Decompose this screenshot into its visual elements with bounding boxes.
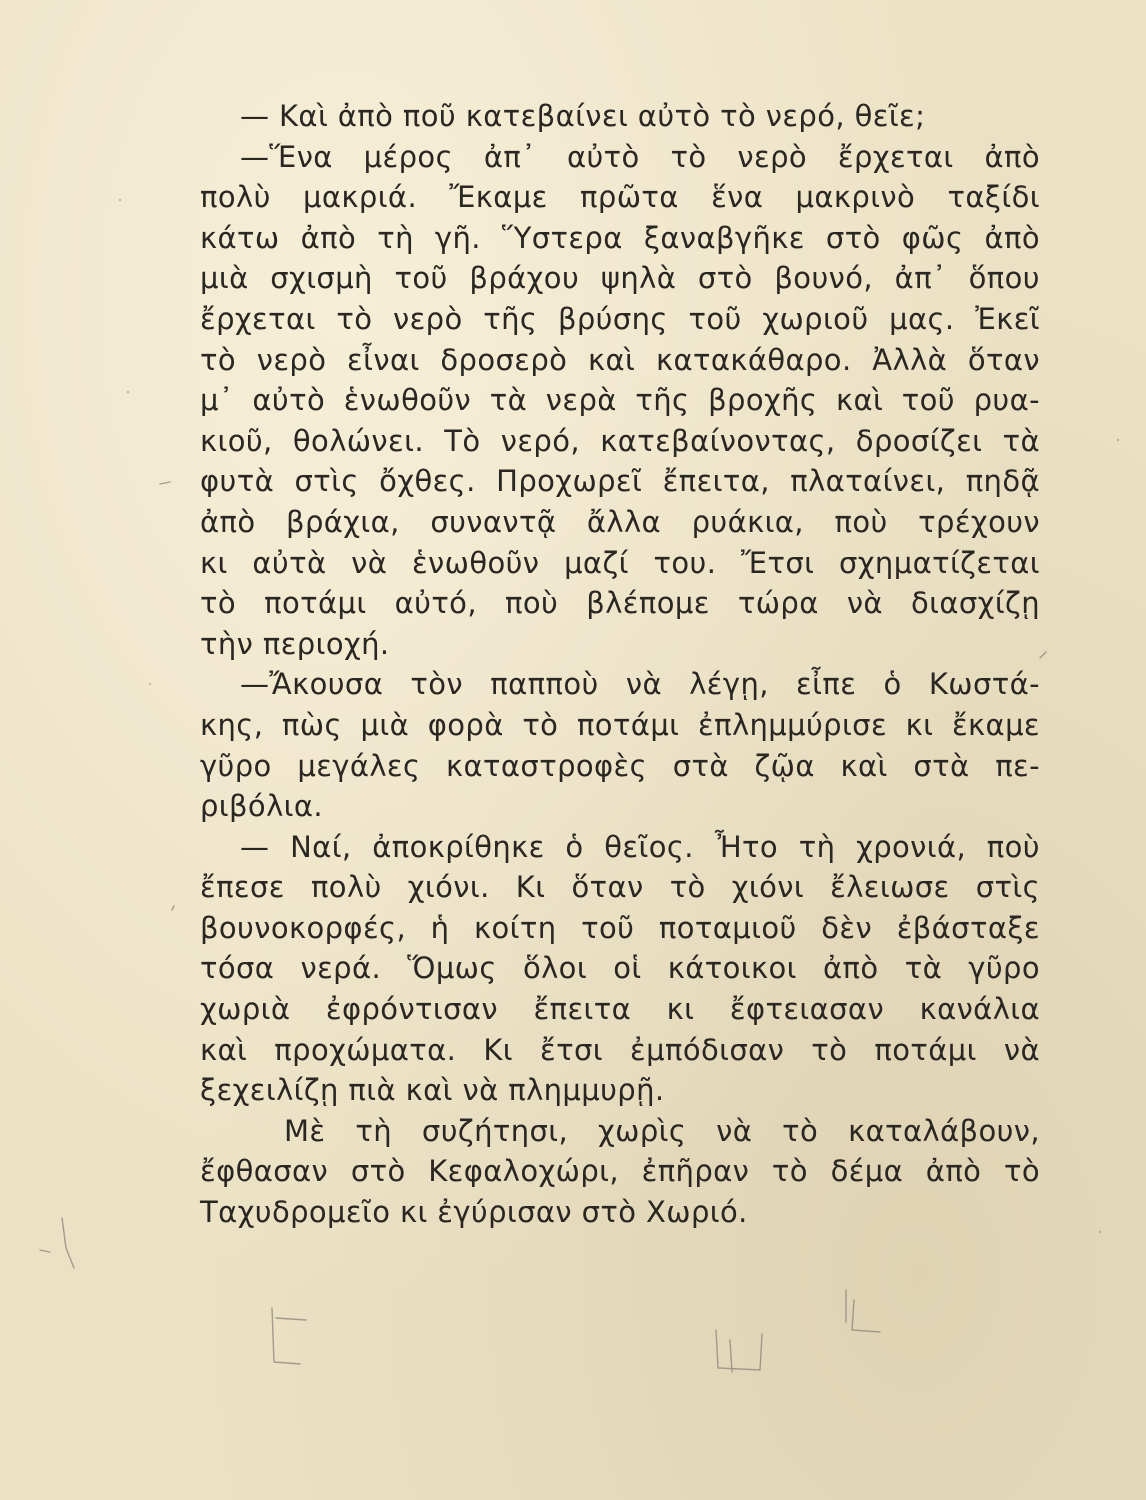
text-line-12: κι αὐτὰ νὰ ἑνωθοῦν μαζί του. Ἔτσι σχηματίζεται — [200, 545, 1040, 580]
text-line-22: τόσα νερά. Ὅμως ὅλοι οἱ κάτοικοι ἀπὸ τὰ γῦρο — [200, 951, 1040, 986]
text-line-20: ἔπεσε πολὺ χιόνι. Κι ὅταν τὸ χιόνι ἔλειωσε στὶς — [200, 870, 1040, 905]
paper-speck-1 — [119, 199, 121, 201]
pencil-mark-small-1 — [160, 482, 170, 484]
paper-speck-2 — [127, 391, 130, 394]
text-line-14: τὴν περιοχή. — [200, 626, 390, 661]
text-line-5: μιὰ σχισμὴ τοῦ βράχου ψηλὰ στὸ βουνό, ἀπ᾽ ὅπου — [200, 261, 1040, 296]
pencil-mark-left-margin — [62, 1218, 74, 1268]
paper-speck-5 — [1099, 1231, 1101, 1233]
text-line-19: — Ναί, ἀποκρίθηκε ὁ θεῖος. Ἦτο τὴ χρονιά, ποὺ — [240, 829, 1040, 864]
text-line-18: ριβόλια. — [200, 789, 323, 824]
text-line-7: τὸ νερὸ εἶναι δροσερὸ καὶ κατακάθαρο. Ἀλλὰ ὅταν — [200, 342, 1040, 377]
text-line-24: καὶ προχώματα. Κι ἔτσι ἐμπόδισαν τὸ ποτάμι νὰ — [200, 1032, 1040, 1067]
text-line-2: —Ἕνα μέρος ἀπ᾽ αὐτὸ τὸ νερὸ ἔρχεται ἀπὸ — [240, 139, 1040, 174]
text-line-16: κης, πὼς μιὰ φορὰ τὸ ποτάμι ἐπλημμύρισε κι ἔκαμε — [200, 707, 1040, 742]
text-line-15: —Ἄκουσα τὸν παπποὺ νὰ λέγῃ, εἶπε ὁ Κωστά- — [240, 667, 1040, 702]
text-line-25: ξεχειλίζῃ πιὰ καὶ νὰ πλημμυρῇ. — [200, 1073, 665, 1108]
text-line-8: μ᾽ αὐτὸ ἑνωθοῦν τὰ νερὰ τῆς βροχῆς καὶ τοῦ ρυα- — [200, 383, 1040, 418]
text-line-9: κιοῦ, θολώνει. Τὸ νερό, κατεβαίνοντας, δροσίζει τὰ — [200, 423, 1040, 458]
text-line-3: πολὺ μακριά. Ἔκαμε πρῶτα ἕνα μακρινὸ ταξίδι — [200, 180, 1040, 215]
pencil-mark-right-margin — [1040, 652, 1046, 658]
text-line-6: ἔρχεται τὸ νερὸ τῆς βρύσης τοῦ χωριοῦ μας. Ἐκεῖ — [200, 301, 1040, 336]
text-line-28: Ταχυδρομεῖο κι ἐγύρισαν στὸ Χωριό. — [200, 1195, 748, 1230]
pencil-mark-box-center — [716, 1330, 762, 1372]
text-line-21: βουνοκορφές, ἡ κοίτη τοῦ ποταμιοῦ δὲν ἐβάσταξε — [200, 910, 1040, 945]
text-line-17: γῦρο μεγάλες καταστροφὲς στὰ ζῷα καὶ στὰ πε- — [200, 748, 1040, 783]
text-line-27: ἔφθασαν στὸ Κεφαλοχώρι, ἐπῆραν τὸ δέμα ἀπὸ τὸ — [200, 1154, 1040, 1189]
text-line-26: Μὲ τὴ συζήτησι, χωρὶς νὰ τὸ καταλάβουν, — [284, 1113, 1040, 1148]
paper-speck-4 — [149, 683, 151, 685]
pencil-mark-small-2 — [172, 906, 174, 910]
text-line-23: χωριὰ ἐφρόντισαν ἔπειτα κι ἔφτειασαν κανάλια — [200, 992, 1040, 1027]
text-line-13: τὸ ποτάμι αὐτό, ποὺ βλέπομε τώρα νὰ διασχίζῃ — [200, 586, 1040, 621]
text-line-4: κάτω ἀπὸ τὴ γῆ. Ὕστερα ξαναβγῆκε στὸ φῶς ἀπὸ — [200, 220, 1040, 255]
paper-speck-3 — [1117, 439, 1119, 441]
pencil-mark-right — [846, 1290, 880, 1332]
body-text — [200, 96, 1040, 1233]
text-line-1: — Καὶ ἀπὸ ποῦ κατεβαίνει αὐτὸ τὸ νερό, θεῖε; — [240, 99, 926, 133]
pencil-mark-left-tick — [40, 1250, 50, 1252]
pencil-mark-box-left — [272, 1308, 306, 1364]
text-line-11: ἀπὸ βράχια, συναντᾷ ἄλλα ρυάκια, ποὺ τρέχουν — [200, 504, 1040, 539]
text-line-10: φυτὰ στὶς ὄχθες. Προχωρεῖ ἔπειτα, πλαταίνει, πηδᾷ — [200, 464, 1040, 499]
